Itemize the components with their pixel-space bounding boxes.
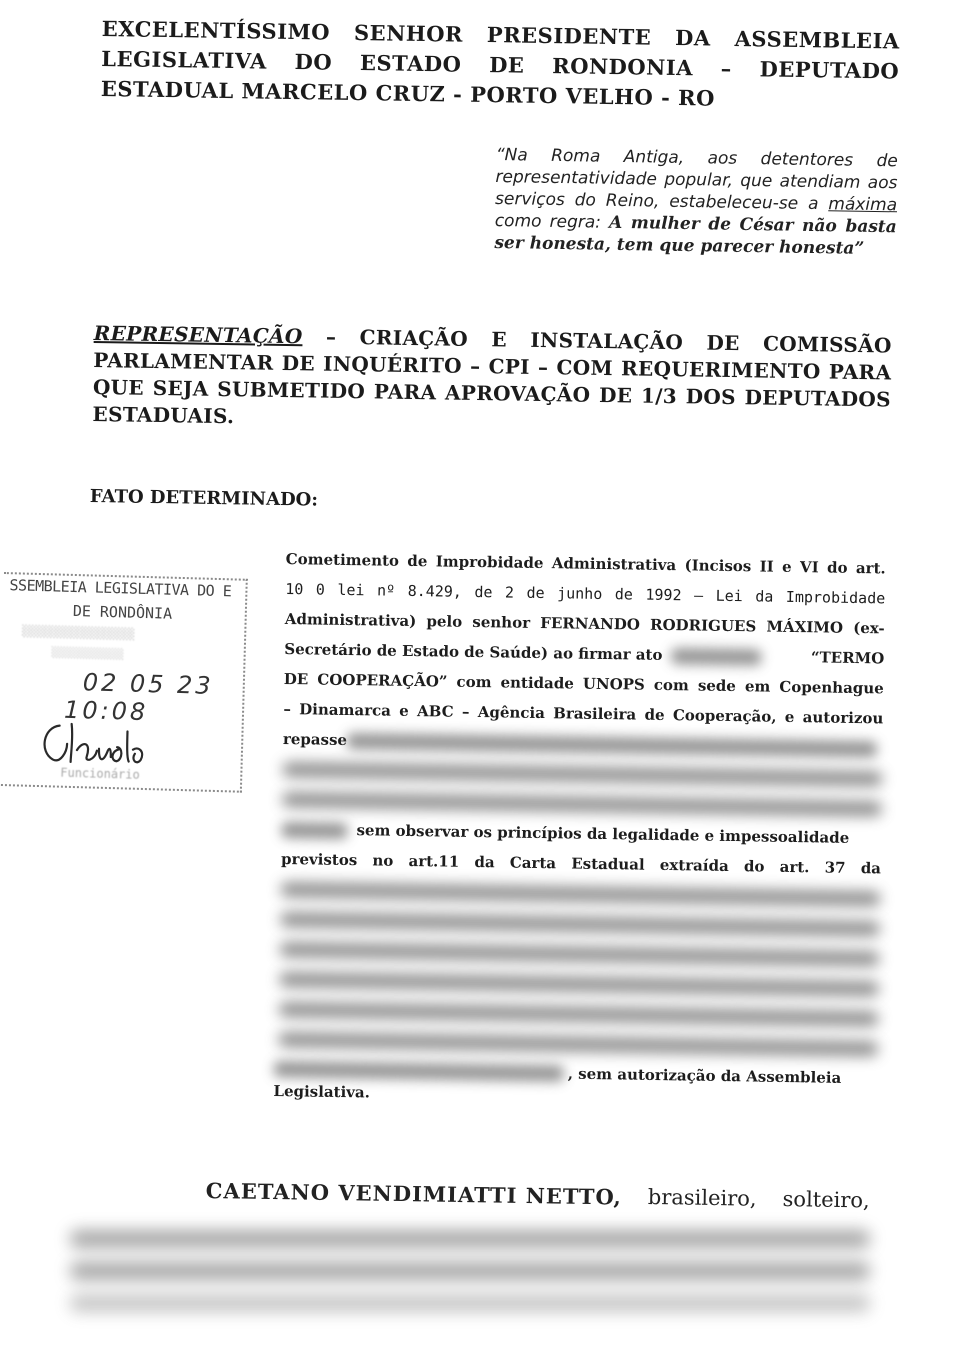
body-line: repasse (283, 724, 883, 763)
stamp-faded-line: ░░░░░░░░░░░░░░░░░ (22, 624, 135, 641)
author-name: CAETANO VENDIMIATTI NETTO, (205, 1178, 623, 1210)
body-line: Secretário de Estado de Saúde) ao firmar ato “TERMO (284, 639, 885, 668)
section-title: FATO DETERMINADO: (89, 486, 319, 511)
redacted-line (70, 1254, 870, 1286)
redacted-text (274, 1061, 564, 1082)
epigraph-text-2: como regra: (494, 210, 602, 233)
fact-paragraph (278, 544, 886, 1063)
body-line: Legislativa. (273, 1081, 371, 1102)
epigraph-maxim: A mulher de César não basta ser honesta, tem que parecer honesta” (494, 212, 897, 259)
stamp-state: DE RONDÔNIA (72, 601, 173, 623)
author-nationality: brasileiro, (647, 1184, 757, 1211)
body-line: Administrativa) pelo senhor FERNANDO RODRIGUES MÁXIMO (ex- (284, 609, 885, 638)
body-line: sem observar os princípios da legalidade e impessoalidade (281, 814, 881, 853)
representation-paragraph (92, 320, 892, 441)
stamp-role: Funcionário (60, 765, 140, 782)
redacted-text (671, 648, 761, 665)
addressee-heading: EXCELENTÍSSIMO SENHOR PRESIDENTE DA ASSEMBLEIA LEGISLATIVA DO ESTADO DE RONDONIA – DEPUTADO ESTADUAL MARCELO CRUZ - PORTO VELHO - RO (100, 15, 900, 111)
fact-paragraph-end (273, 1058, 874, 1111)
body-line: – Dinamarca e ABC – Agência Brasileira de Cooperação, e autorizou (283, 699, 884, 728)
epigraph-quote (494, 144, 898, 260)
redacted-text (281, 821, 347, 838)
representation-lead: REPRESENTAÇÃO (93, 320, 303, 349)
signature-mark (36, 715, 158, 774)
redacted-author-details (70, 1222, 870, 1318)
stamp-institution: SSEMBLEIA LEGISLATIVA DO E (9, 576, 232, 601)
stamp-faded-line-2: ░░░░░░░░░░░░ (51, 647, 125, 661)
epigraph-underlined-word: máxima (828, 194, 898, 216)
body-line: DE COOPERAÇÃO” com entidade UNOPS com sede em Copenhague (283, 669, 884, 698)
protocol-stamp (0, 568, 248, 793)
stamp-date: 02 05 23 (82, 668, 215, 700)
redacted-text (347, 732, 877, 756)
author-line (206, 1178, 870, 1213)
body-line: 10 0 lei nº 8.429, de 2 de junho de 1992 – Lei da Improbidade (285, 579, 886, 608)
epigraph-text: “Na Roma Antiga, aos detentores de representatividade popular, que atendiam aos serviços do Reino, estabeleceu-se a (494, 144, 898, 215)
body-line: Cometimento de Improbidade Administrativa (Incisos II e VI do art. (285, 549, 886, 578)
body-line: previstos no art.11 da Carta Estadual extraída do art. 37 da (280, 849, 882, 878)
author-civil-status: solteiro, (782, 1187, 870, 1213)
redacted-line (70, 1286, 870, 1318)
body-line: , sem autorização da Assembleia (567, 1064, 842, 1087)
redacted-line (70, 1222, 870, 1254)
representation-text: – CRIAÇÃO E INSTALAÇÃO DE COMISSÃO PARLAMENTAR DE INQUÉRITO – CPI – COM REQUERIMENTO PARA QUE SEJA SUBMETIDO PARA APROVAÇÃO DE 1/3 DOS DEPUTADOS ESTADUAIS. (92, 324, 892, 429)
stamp-time: 10:08 (63, 695, 149, 727)
